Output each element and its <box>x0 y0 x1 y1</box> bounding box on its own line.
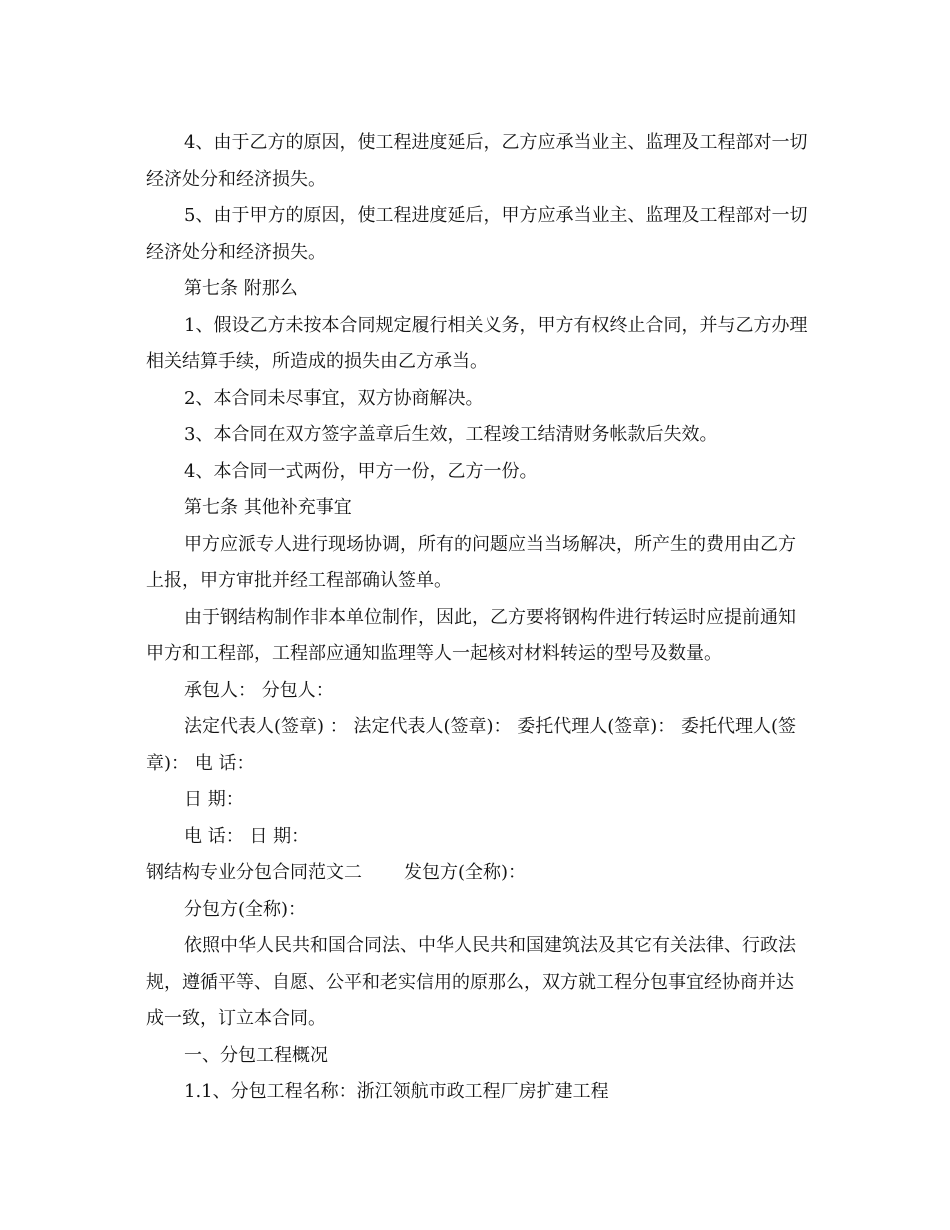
paragraph-clause-2-unresolved: 2、本合同未尽事宜，双方协商解决。 <box>184 387 484 409</box>
signature-representatives-line: 法定代表人(签章) ： 法定代表人(签章)： 委托代理人(签章)： 委托代理人(签章)： 电 话： <box>146 716 797 774</box>
employer-full-name-label: 发包方(全称)： <box>404 862 527 883</box>
paragraph-clause-3-effective: 3、本合同在双方签字盖章后生效，工程竣工结清财务帐款后失效。 <box>184 424 718 445</box>
paragraph-clause-1-termination: 1、假设乙方未按本合同规定履行相关义务，甲方有权终止合同，并与乙方办理相关结算手续，所造成的损失由乙方承当。 <box>146 314 808 372</box>
heading-section-1-overview: 一、分包工程概况 <box>184 1044 328 1066</box>
subcontractor-full-name-label: 分包方(全称)： <box>184 898 307 920</box>
heading-article-7-other-matters: 第七条 其他补充事宜 <box>184 497 352 518</box>
paragraph-clause-5-delay-party-a: 5、由于甲方的原因，使工程进度延后，甲方应承当业主、监理及工程部对一切经济处分和经济损失。 <box>146 205 808 263</box>
signature-parties-line: 承包人： 分包人： <box>184 679 334 701</box>
signature-phone-date-line: 电 话： 日 期： <box>184 825 310 847</box>
paragraph-steel-transport: 由于钢结构制作非本单位制作，因此，乙方要将钢构件进行转运时应提前通知甲方和工程部，工程部应通知监理等人一起核对材料转运的型号及数量。 <box>146 606 796 664</box>
paragraph-clause-4-copies: 4、本合同一式两份，甲方一份，乙方一份。 <box>184 460 538 482</box>
paragraph-clause-4-delay-party-b: 4、由于乙方的原因，使工程进度延后，乙方应承当业主、监理及工程部对一切经济处分和经济损失。 <box>146 132 808 190</box>
paragraph-legal-basis: 依照中华人民共和国合同法、中华人民共和国建筑法及其它有关法律、行政法规，遵循平等、自愿、公平和老实信用的原那么，双方就工程分包事宜经协商并达成一致，订立本合同。 <box>146 935 796 1029</box>
paragraph-site-coordination: 甲方应派专人进行现场协调，所有的问题应当当场解决，所产生的费用由乙方上报，甲方审批并经工程部确认签单。 <box>146 533 796 591</box>
contract-title: 钢结构专业分包合同范文二 <box>146 862 362 883</box>
document-body <box>146 125 811 1111</box>
signature-date-line: 日 期： <box>184 789 244 810</box>
heading-article-7-supplementary: 第七条 附那么 <box>184 278 298 299</box>
paragraph-1-1-project-name: 1.1、分包工程名称：浙江领航市政工程厂房扩建工程 <box>184 1081 609 1102</box>
second-contract-title-line <box>146 855 811 892</box>
